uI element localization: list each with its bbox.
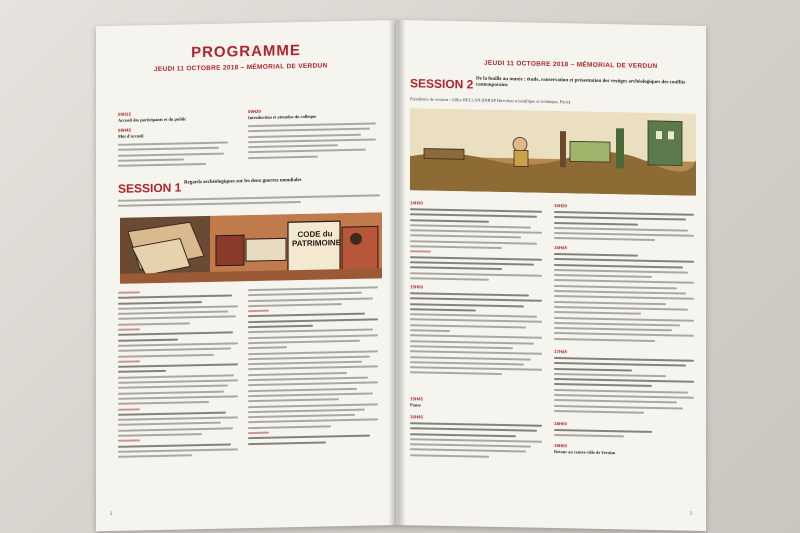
- session-2-right-column: [554, 211, 694, 245]
- page-number-right: 3: [689, 511, 692, 517]
- time-1645: 16H45: [410, 414, 423, 420]
- open-brochure: [96, 20, 706, 525]
- book-gutter: [388, 20, 406, 525]
- right-date-line: JEUDI 11 OCTOBRE 2018 – MÉMORIAL DE VERDUN: [484, 59, 658, 71]
- code-patrimoine-sign: CODE du PATRIMOINE: [292, 229, 342, 249]
- item-mot-accueil: [118, 125, 238, 139]
- time-1900: 19H00: [554, 443, 567, 449]
- session-2-illustration: [410, 108, 696, 195]
- illustration-drawing: [410, 108, 696, 195]
- text-block: [248, 122, 376, 162]
- time-1430: 14H30: [410, 200, 423, 206]
- item-time: 09H30: [248, 108, 261, 115]
- item-introduction: [248, 106, 378, 120]
- pause-label: Pause: [410, 402, 421, 408]
- item-accueil: [118, 109, 238, 123]
- buffet-block: [554, 429, 694, 442]
- time-1645r: 16H45: [554, 245, 567, 251]
- right-page: [396, 20, 706, 531]
- session-1-chair: [118, 194, 380, 210]
- session-1-title: Regards archéologiques sur les deux guerres mondiales: [184, 177, 302, 186]
- session-1-label: SESSION 1: [118, 180, 182, 196]
- presentation-block: [554, 357, 694, 418]
- session-2-title: De la fouille au musée : étude, conservation et présentation des vestiges archéologiques des conflits contemporains: [476, 76, 686, 89]
- time-1620: 16H20: [554, 203, 567, 209]
- session-2-left-column: [410, 208, 542, 285]
- time-1500: 15H00: [410, 284, 423, 290]
- session-1-right-column: [248, 286, 378, 448]
- item-time: 09H15: [118, 111, 131, 117]
- page-number-left: 2: [110, 511, 113, 517]
- illustration-drawing: [120, 212, 382, 283]
- time-1800: 18H00: [554, 421, 567, 427]
- item-text: Mot d'accueil: [118, 132, 144, 139]
- session-1-left-column: [118, 289, 238, 461]
- discussion-block: [554, 253, 694, 346]
- left-date-line: JEUDI 11 OCTOBRE 2018 – MÉMORIAL DE VERDUN: [154, 62, 328, 74]
- session-2-label: SESSION 2: [410, 76, 474, 92]
- time-1545: 15H45: [410, 396, 423, 402]
- round-table-block: [410, 292, 542, 379]
- text-block: [118, 142, 228, 171]
- item-text: Introduction et attendus du colloque: [248, 113, 317, 120]
- closing-block-left: [410, 422, 542, 462]
- programme-title: PROGRAMME: [191, 41, 301, 62]
- time-1745: 17H45: [554, 349, 567, 355]
- session-1-illustration: [120, 212, 382, 283]
- item-text: Accueil des participants et du public: [118, 115, 187, 123]
- session-2-chair: Présidence de session : Gilles BELLAN (INRAP Direction scientifique et technique, Paris): [410, 96, 571, 105]
- return-label: Retour au centre-ville de Verdun: [554, 449, 616, 456]
- left-page: [96, 20, 396, 531]
- item-time: 09H45: [118, 127, 131, 133]
